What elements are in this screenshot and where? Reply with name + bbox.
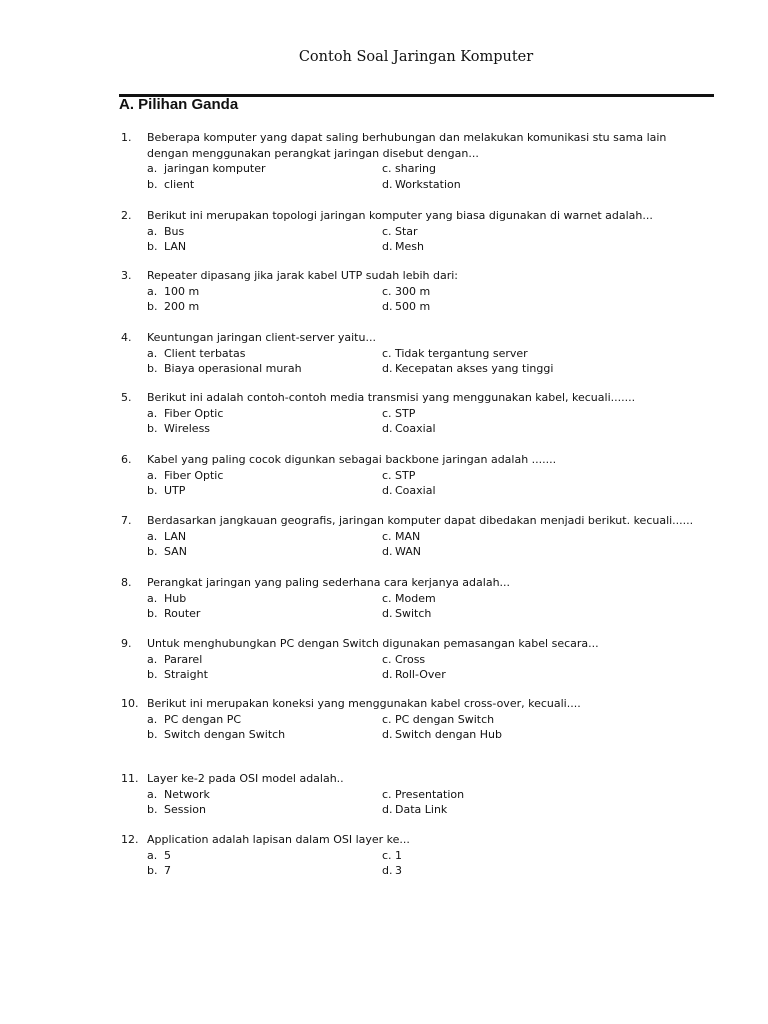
- option-letter: a.: [147, 712, 158, 726]
- option-text: Cross: [395, 652, 426, 666]
- option-text: STP: [395, 468, 416, 482]
- option-text: Switch dengan Switch: [164, 728, 286, 741]
- option-text: jaringan komputer: [164, 162, 266, 175]
- option-text: Mesh: [395, 240, 424, 253]
- option-letter: b.: [147, 803, 158, 816]
- option-letter: c.: [382, 468, 392, 482]
- option-text: Modem: [395, 591, 436, 605]
- option-letter: c.: [382, 284, 392, 298]
- question-text: Berikut ini merupakan koneksi yang menggunakan kabel cross-over, kecuali....: [147, 697, 581, 710]
- question-text: Kabel yang paling cocok digunkan sebagai backbone jaringan adalah .......: [147, 453, 557, 466]
- option-text: 1: [395, 848, 402, 862]
- option-letter: a.: [147, 346, 158, 360]
- option-letter: a.: [147, 406, 158, 420]
- option-text: Workstation: [395, 177, 461, 191]
- option-text: Wireless: [164, 422, 211, 435]
- option-letter: a.: [147, 848, 158, 862]
- question-text: Keuntungan jaringan client-server yaitu...: [147, 331, 376, 344]
- question-text: Perangkat jaringan yang paling sederhana cara kerjanya adalah...: [147, 576, 511, 589]
- option-letter: b.: [147, 545, 158, 558]
- option-text: SAN: [164, 545, 187, 558]
- option-text: Coaxial: [395, 484, 436, 497]
- option-text: LAN: [164, 240, 187, 253]
- question-number: 5.: [121, 391, 132, 404]
- question-number: 11.: [121, 772, 139, 785]
- option-text: 100 m: [164, 284, 200, 298]
- document-title: Contoh Soal Jaringan Komputer: [298, 49, 534, 65]
- option-text: 300 m: [395, 284, 431, 298]
- option-letter: a.: [147, 284, 158, 298]
- option-text: STP: [395, 406, 416, 420]
- question-text: Berikut ini merupakan topologi jaringan komputer yang biasa digunakan di warnet adalah...: [147, 209, 653, 222]
- option-text: Switch dengan Hub: [395, 728, 503, 741]
- question-number: 3.: [121, 269, 132, 282]
- option-letter: c.: [382, 162, 392, 175]
- option-text: 7: [164, 864, 171, 877]
- option-letter: c.: [382, 712, 392, 726]
- question-number: 12.: [121, 833, 139, 846]
- question-text: Beberapa komputer yang dapat saling berhubungan dan melakukan komunikasi stu sama lain dengan menggunakan perangkat jaringan disebut dengan...: [147, 131, 667, 160]
- option-text: Coaxial: [395, 422, 436, 435]
- option-text: Fiber Optic: [164, 468, 224, 482]
- option-text: UTP: [164, 484, 186, 497]
- question-text: Repeater dipasang jika jarak kabel UTP sudah lebih dari:: [147, 269, 458, 282]
- option-text: PC dengan Switch: [395, 712, 495, 726]
- question-number: 4.: [121, 331, 132, 344]
- option-letter: d.: [382, 484, 393, 497]
- section-heading: A. Pilihan Ganda: [119, 96, 239, 113]
- option-letter: d.: [382, 362, 393, 375]
- option-letter: a.: [147, 529, 158, 543]
- option-letter: d.: [382, 607, 393, 620]
- option-text: Hub: [164, 591, 187, 605]
- option-letter: c.: [382, 346, 392, 360]
- option-letter: a.: [147, 224, 158, 238]
- option-letter: c.: [382, 529, 392, 543]
- question-number: 1.: [121, 131, 132, 144]
- option-letter: d.: [382, 240, 393, 253]
- question-number: 6.: [121, 453, 132, 466]
- option-letter: d.: [382, 668, 393, 681]
- option-letter: a.: [147, 468, 158, 482]
- option-text: client: [164, 177, 195, 191]
- option-text: MAN: [395, 529, 421, 543]
- option-letter: d.: [382, 422, 393, 435]
- option-text: Straight: [164, 668, 208, 681]
- option-letter: c.: [382, 848, 392, 862]
- option-letter: b.: [147, 668, 158, 681]
- option-text: 500 m: [395, 300, 431, 313]
- question-number: 7.: [121, 514, 132, 527]
- option-text: PC dengan PC: [164, 712, 242, 726]
- option-text: Switch: [395, 607, 432, 620]
- option-letter: d.: [382, 803, 393, 816]
- option-text: Tidak tergantung server: [395, 346, 528, 360]
- option-text: 3: [395, 864, 402, 877]
- option-letter: d.: [382, 300, 393, 313]
- option-letter: b.: [147, 728, 158, 741]
- option-text: WAN: [395, 545, 422, 558]
- option-text: Pararel: [164, 652, 203, 666]
- option-letter: d.: [382, 545, 393, 558]
- option-letter: d.: [382, 728, 393, 741]
- option-letter: b.: [147, 300, 158, 313]
- option-letter: b.: [147, 177, 158, 191]
- option-letter: c.: [382, 591, 392, 605]
- question-text: Application adalah lapisan dalam OSI layer ke...: [147, 833, 410, 846]
- option-text: 5: [164, 848, 171, 862]
- option-text: 200 m: [164, 300, 200, 313]
- option-text: Biaya operasional murah: [164, 362, 302, 375]
- option-letter: a.: [147, 162, 158, 175]
- question-text: Berikut ini adalah contoh-contoh media transmisi yang menggunakan kabel, kecuali.......: [147, 391, 636, 404]
- option-text: Presentation: [395, 787, 465, 801]
- option-text: Star: [395, 224, 418, 238]
- option-letter: c.: [382, 406, 392, 420]
- option-text: Router: [164, 607, 201, 620]
- option-text: Fiber Optic: [164, 406, 224, 420]
- option-letter: b.: [147, 240, 158, 253]
- option-letter: b.: [147, 484, 158, 497]
- option-letter: b.: [147, 362, 158, 375]
- option-letter: d.: [382, 864, 393, 877]
- option-text: LAN: [164, 529, 187, 543]
- question-number: 10.: [121, 697, 139, 710]
- option-text: Network: [164, 787, 210, 801]
- question-text: Untuk menghubungkan PC dengan Switch digunakan pemasangan kabel secara...: [147, 637, 599, 650]
- option-text: Roll-Over: [395, 668, 446, 681]
- question-number: 2.: [121, 209, 132, 222]
- option-text: Client terbatas: [164, 346, 246, 360]
- option-text: Kecepatan akses yang tinggi: [395, 362, 554, 375]
- option-letter: b.: [147, 422, 158, 435]
- option-text: Data Link: [395, 803, 448, 816]
- question-text: Berdasarkan jangkauan geografis, jaringan komputer dapat dibedakan menjadi berikut. kecuali......: [147, 514, 694, 527]
- question-text: Layer ke-2 pada OSI model adalah..: [147, 772, 344, 785]
- option-letter: a.: [147, 591, 158, 605]
- question-number: 9.: [121, 637, 132, 650]
- option-letter: a.: [147, 652, 158, 666]
- option-letter: d.: [382, 177, 393, 191]
- option-text: Bus: [164, 224, 185, 238]
- question-number: 8.: [121, 576, 132, 589]
- option-letter: b.: [147, 864, 158, 877]
- option-letter: c.: [382, 224, 392, 238]
- option-text: Session: [164, 803, 206, 816]
- option-text: sharing: [395, 162, 436, 175]
- option-letter: c.: [382, 652, 392, 666]
- option-letter: b.: [147, 607, 158, 620]
- option-letter: a.: [147, 787, 158, 801]
- option-letter: c.: [382, 787, 392, 801]
